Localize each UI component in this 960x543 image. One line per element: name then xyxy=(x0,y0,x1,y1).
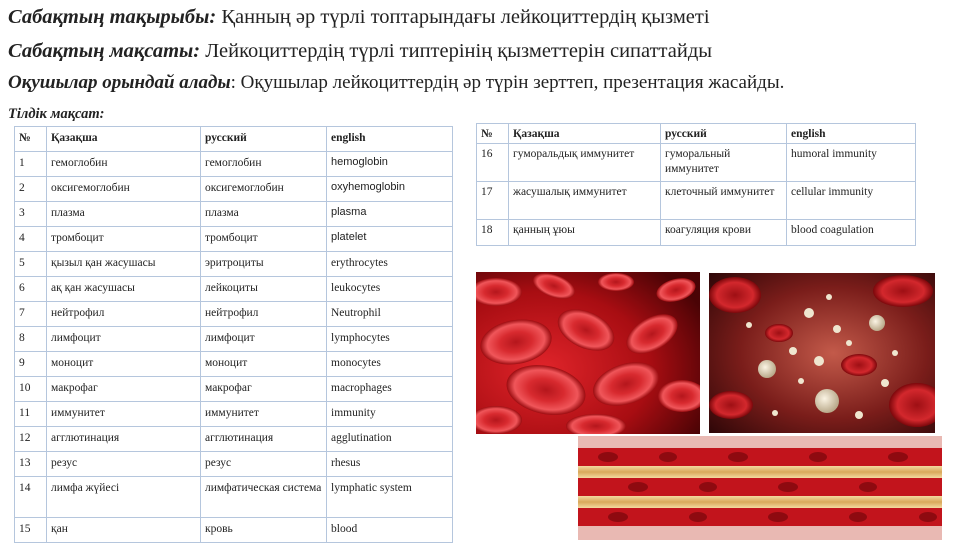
table-row xyxy=(15,377,453,402)
row-number: 7 xyxy=(15,302,47,327)
row-number: 13 xyxy=(15,452,47,477)
english-term: rhesus xyxy=(327,452,453,477)
english-term: hemoglobin xyxy=(327,152,453,177)
table-row xyxy=(15,402,453,427)
row-number: 16 xyxy=(477,144,509,182)
table-row xyxy=(15,452,453,477)
english-term: blood xyxy=(327,518,453,543)
row-number: 18 xyxy=(477,220,509,246)
mixed-blood-cells-image xyxy=(709,273,935,433)
col-english: english xyxy=(787,124,916,144)
english-term: lymphocytes xyxy=(327,327,453,352)
russian-term: гемоглобин xyxy=(201,152,327,177)
col-num: № xyxy=(477,124,509,144)
col-russian: русский xyxy=(661,124,787,144)
row-number: 3 xyxy=(15,202,47,227)
kazakh-term: гуморальдық иммунитет xyxy=(509,144,661,182)
table-row xyxy=(15,327,453,352)
lesson-goal-text: Лейкоциттердің түрлі типтерінің қызметтерін сипаттайды xyxy=(200,40,713,62)
english-term: blood coagulation xyxy=(787,220,916,246)
russian-term: лейкоциты xyxy=(201,277,327,302)
table-header-row xyxy=(477,124,916,144)
table-row xyxy=(15,202,453,227)
kazakh-term: резус xyxy=(47,452,201,477)
english-term: leukocytes xyxy=(327,277,453,302)
russian-term: эритроциты xyxy=(201,252,327,277)
russian-term: кровь xyxy=(201,518,327,543)
kazakh-term: моноцит xyxy=(47,352,201,377)
table-header-row xyxy=(15,127,453,152)
russian-term: тромбоцит xyxy=(201,227,327,252)
table-row xyxy=(15,277,453,302)
table-row xyxy=(15,477,453,518)
kazakh-term: нейтрофил xyxy=(47,302,201,327)
lesson-topic xyxy=(8,6,710,29)
english-term: macrophages xyxy=(327,377,453,402)
table-row xyxy=(15,152,453,177)
row-number: 17 xyxy=(477,182,509,220)
blood-vessel-cross-section-illustration xyxy=(578,436,942,540)
kazakh-term: лимфоцит xyxy=(47,327,201,352)
learning-outcome xyxy=(8,72,784,94)
russian-term: моноцит xyxy=(201,352,327,377)
russian-term: оксигемоглобин xyxy=(201,177,327,202)
row-number: 12 xyxy=(15,427,47,452)
col-kazakh: Қазақша xyxy=(509,124,661,144)
red-blood-cells-illustration xyxy=(476,272,700,434)
russian-term: коагуляция крови xyxy=(661,220,787,246)
russian-term: нейтрофил xyxy=(201,302,327,327)
english-term: plasma xyxy=(327,202,453,227)
table-row xyxy=(477,182,916,220)
vocabulary-table-main xyxy=(14,126,453,543)
english-term: lymphatic system xyxy=(327,477,453,518)
col-russian: русский xyxy=(201,127,327,152)
english-term: monocytes xyxy=(327,352,453,377)
russian-term: агглютинация xyxy=(201,427,327,452)
col-num: № xyxy=(15,127,47,152)
english-term: immunity xyxy=(327,402,453,427)
learning-outcome-label: Оқушылар орындай алады xyxy=(8,72,231,93)
kazakh-term: жасушалық иммунитет xyxy=(509,182,661,220)
english-term: cellular immunity xyxy=(787,182,916,220)
col-kazakh: Қазақша xyxy=(47,127,201,152)
kazakh-term: лимфа жүйесі xyxy=(47,477,201,518)
lesson-topic-label: Сабақтың тақырыбы: xyxy=(8,6,217,28)
kazakh-term: макрофаг xyxy=(47,377,201,402)
kazakh-term: агглютинация xyxy=(47,427,201,452)
table-row xyxy=(15,302,453,327)
russian-term: лимфатическая система xyxy=(201,477,327,518)
table-row xyxy=(15,518,453,543)
english-term: Neutrophil xyxy=(327,302,453,327)
row-number: 4 xyxy=(15,227,47,252)
kazakh-term: қанның ұюы xyxy=(509,220,661,246)
table-row xyxy=(15,352,453,377)
col-english: english xyxy=(327,127,453,152)
lesson-goal-label: Сабақтың мақсаты: xyxy=(8,40,201,62)
blood-vessel-image xyxy=(578,436,942,540)
russian-term: клеточный иммунитет xyxy=(661,182,787,220)
row-number: 11 xyxy=(15,402,47,427)
row-number: 2 xyxy=(15,177,47,202)
table-row xyxy=(15,177,453,202)
table-row xyxy=(15,227,453,252)
red-blood-cells-image xyxy=(476,272,700,434)
kazakh-term: гемоглобин xyxy=(47,152,201,177)
language-goal-label: Тілдік мақсат: xyxy=(8,106,105,122)
kazakh-term: тромбоцит xyxy=(47,227,201,252)
table-row xyxy=(15,252,453,277)
kazakh-term: иммунитет xyxy=(47,402,201,427)
kazakh-term: ақ қан жасушасы xyxy=(47,277,201,302)
russian-term: иммунитет xyxy=(201,402,327,427)
russian-term: резус xyxy=(201,452,327,477)
table-row xyxy=(477,220,916,246)
row-number: 9 xyxy=(15,352,47,377)
english-term: oxyhemoglobin xyxy=(327,177,453,202)
row-number: 1 xyxy=(15,152,47,177)
table-row xyxy=(477,144,916,182)
kazakh-term: қызыл қан жасушасы xyxy=(47,252,201,277)
row-number: 10 xyxy=(15,377,47,402)
row-number: 6 xyxy=(15,277,47,302)
row-number: 15 xyxy=(15,518,47,543)
english-term: erythrocytes xyxy=(327,252,453,277)
russian-term: плазма xyxy=(201,202,327,227)
blood-cells-vessel-illustration xyxy=(709,273,935,433)
russian-term: лимфоцит xyxy=(201,327,327,352)
row-number: 5 xyxy=(15,252,47,277)
lesson-topic-text: Қанның әр түрлі топтарындағы лейкоциттердің қызметі xyxy=(216,6,710,28)
table-row xyxy=(15,427,453,452)
russian-term: макрофаг xyxy=(201,377,327,402)
row-number: 14 xyxy=(15,477,47,518)
english-term: humoral immunity xyxy=(787,144,916,182)
kazakh-term: қан xyxy=(47,518,201,543)
vocabulary-table-extra xyxy=(476,123,916,246)
kazakh-term: оксигемоглобин xyxy=(47,177,201,202)
lesson-goal xyxy=(8,40,712,63)
english-term: platelet xyxy=(327,227,453,252)
kazakh-term: плазма xyxy=(47,202,201,227)
learning-outcome-text: : Оқушылар лейкоциттердің әр түрін зерттеп, презентация жасайды. xyxy=(230,72,785,93)
row-number: 8 xyxy=(15,327,47,352)
english-term: agglutination xyxy=(327,427,453,452)
russian-term: гуморальный иммунитет xyxy=(661,144,787,182)
